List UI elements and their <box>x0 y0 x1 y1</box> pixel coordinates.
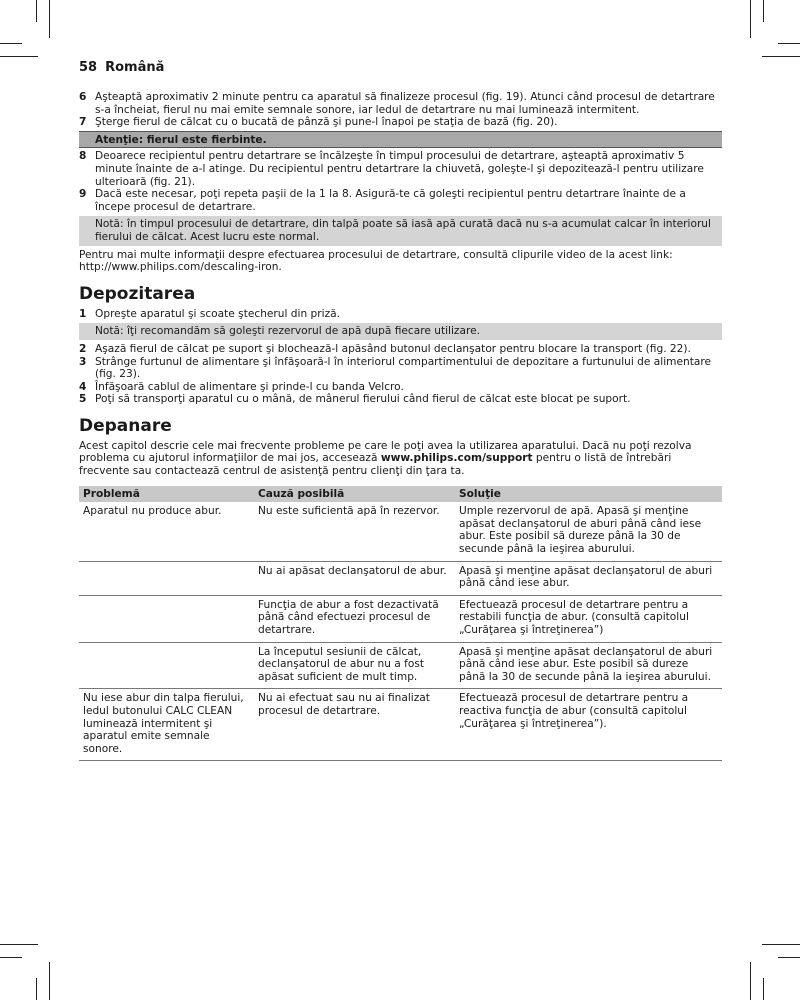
crop-mark <box>0 944 38 945</box>
solution-cell: Apasă şi menţine apăsat declanşatorul de aburi până când iese abur. Este posibil să dureze până la 30 de secunde până la ieşirea aburului. <box>455 642 722 689</box>
troubleshooting-intro <box>79 440 722 478</box>
step-item <box>79 381 722 394</box>
crop-mark <box>0 56 38 57</box>
problem-cell <box>79 561 254 595</box>
solution-cell: Efectuează procesul de detartrare pentru a reactiva funcţia de abur (consultă capitolul „Curăţarea şi întreţinerea”). <box>455 689 722 761</box>
intro-text: Acest capitol descrie cele mai frecvente probleme pe care le poţi avea la utilizarea aparatului. Dacă nu poţi rezolva problema cu ajutorul informaţiilor de mai jos, accesează <box>79 439 692 465</box>
solution-cell: Apasă şi menţine apăsat declanşatorul de aburi până când iese abur. <box>455 561 722 595</box>
step-number: 7 <box>79 116 87 129</box>
page-number: 58 <box>79 60 98 75</box>
step-text: Dacă este necesar, poţi repeta paşii de la 1 la 8. Asigură-te că goleşti recipientul pentru detartrare înainte de a începe procesul de detartrare. <box>95 188 686 213</box>
step-text: Deoarece recipientul pentru detartrare se încălzeşte în timpul procesului de detartrare, aşteaptă aproximativ 5 minute înainte de a-l atinge. Du recipientul pentru detartrare la chiuvetă, goleşte-l şi depozitează-l pentru utilizare ulterioară (fig. 21). <box>95 150 704 188</box>
table-row <box>79 642 722 689</box>
table-row <box>79 561 722 595</box>
step-item <box>79 356 722 381</box>
step-number: 6 <box>79 91 87 103</box>
step-item <box>79 308 722 321</box>
column-header: Cauză posibilă <box>254 486 455 503</box>
crop-mark <box>0 957 22 958</box>
step-text: Poţi să transporţi aparatul cu o mână, de mânerul fierului când fierul de călcat este blocat pe suport. <box>95 393 631 406</box>
crop-mark <box>778 957 800 958</box>
problem-cell <box>79 642 254 689</box>
crop-mark <box>0 43 22 44</box>
step-number: 3 <box>79 355 87 368</box>
step-item <box>79 393 722 406</box>
cause-cell: Nu este suficientă apă în rezervor. <box>254 502 455 561</box>
warning-banner: Atenţie: fierul este fierbinte. <box>79 131 722 149</box>
problem-cell: Aparatul nu produce abur. <box>79 502 254 561</box>
step-item <box>79 116 722 129</box>
step-item <box>79 91 722 116</box>
support-link[interactable]: www.philips.com/support <box>380 452 533 465</box>
step-number: 9 <box>79 188 87 201</box>
step-text: Opreşte aparatul şi scoate ştecherul din priză. <box>95 307 341 320</box>
column-header: Problemă <box>79 486 254 503</box>
crop-mark <box>750 0 751 38</box>
crop-mark <box>49 0 50 38</box>
step-number: 8 <box>79 150 87 163</box>
step-text: Aşază fierul de călcat pe suport şi blochează-l apăsând butonul declanşator pentru blocare la transport (fig. 22). <box>95 342 691 355</box>
crop-mark <box>36 978 37 1000</box>
storage-title: Depozitarea <box>79 283 196 304</box>
crop-mark <box>49 962 50 1000</box>
note-descaling: Notă: în timpul procesului de detartrare, din talpă poate să iasă apă curată dacă nu s-a acumulat calcar în interiorul fierului de călcat. Acest lucru este normal. <box>79 216 722 245</box>
crop-mark <box>36 0 37 22</box>
problem-cell <box>79 595 254 642</box>
step-item <box>79 188 722 213</box>
step-text: Aşteaptă aproximativ 2 minute pentru ca aparatul să finalizeze procesul (fig. 19). Atunci când procesul de detartrare s-a încheiat, fierul nu mai emite semnale sonore, iar ledul de detartrare nu mai luminează intermitent. <box>95 91 715 116</box>
step-item <box>79 343 722 356</box>
solution-cell: Umple rezervorul de apă. Apasă şi menţine apăsat declanşatorul de aburi până când iese abur. Este posibil să dureze până la 30 de secunde până la ieşirea aburului. <box>455 502 722 561</box>
problem-cell: Nu iese abur din talpa fierului, ledul butonului CALC CLEAN luminează intermitent şi aparatul emite semnale sonore. <box>79 689 254 761</box>
cause-cell: Funcţia de abur a fost dezactivată până când efectuezi procesul de detartrare. <box>254 595 455 642</box>
crop-mark <box>762 56 800 57</box>
cause-cell: La începutul sesiunii de călcat, declanşatorul de abur nu a fost apăsat suficient de mult timp. <box>254 642 455 689</box>
step-number: 4 <box>79 380 87 393</box>
troubleshooting-title: Depanare <box>79 415 172 436</box>
page-header <box>79 60 164 75</box>
column-header: Soluţie <box>455 486 722 503</box>
crop-mark <box>763 0 764 22</box>
intro-text: pentru o listă de întrebări frecvente sau contactează centrul de asistenţă pentru clienţi din ţara ta. <box>79 452 672 478</box>
table-header-row <box>79 486 722 503</box>
step-number: 2 <box>79 342 87 355</box>
troubleshooting-table <box>79 486 722 762</box>
page-content <box>79 91 722 761</box>
cause-cell: Nu ai efectuat sau nu ai finalizat procesul de detartrare. <box>254 689 455 761</box>
crop-mark <box>763 978 764 1000</box>
step-number: 1 <box>79 307 87 320</box>
language-label: Română <box>105 60 165 75</box>
crop-mark <box>762 944 800 945</box>
crop-mark <box>750 962 751 1000</box>
note-storage: Notă: îţi recomandăm să goleşti rezervorul de apă după fiecare utilizare. <box>79 323 722 340</box>
crop-mark <box>778 43 800 44</box>
table-row <box>79 689 722 761</box>
table-row <box>79 502 722 561</box>
step-text: Strânge furtunul de alimentare şi înfăşoară-l în interiorul compartimentului de depozitare a furtunului de alimentare (fig. 23). <box>95 355 711 381</box>
step-text: Înfăşoară cablul de alimentare şi prinde-l cu banda Velcro. <box>95 380 404 393</box>
cause-cell: Nu ai apăsat declanşatorul de abur. <box>254 561 455 595</box>
step-item <box>79 150 722 188</box>
info-paragraph: Pentru mai multe informaţii despre efectuarea procesului de detartrare, consultă clipurile video de la acest link: http://www.philips.com/descaling-iron. <box>79 248 673 274</box>
solution-cell: Efectuează procesul de detartrare pentru a restabili funcţia de abur. (consultă capitolul „Curăţarea şi întreţinerea”) <box>455 595 722 642</box>
step-number: 5 <box>79 393 87 406</box>
step-text: Şterge fierul de călcat cu o bucată de pânză şi pune-l înapoi pe staţia de bază (fig. 20). <box>95 116 558 129</box>
table-row <box>79 595 722 642</box>
